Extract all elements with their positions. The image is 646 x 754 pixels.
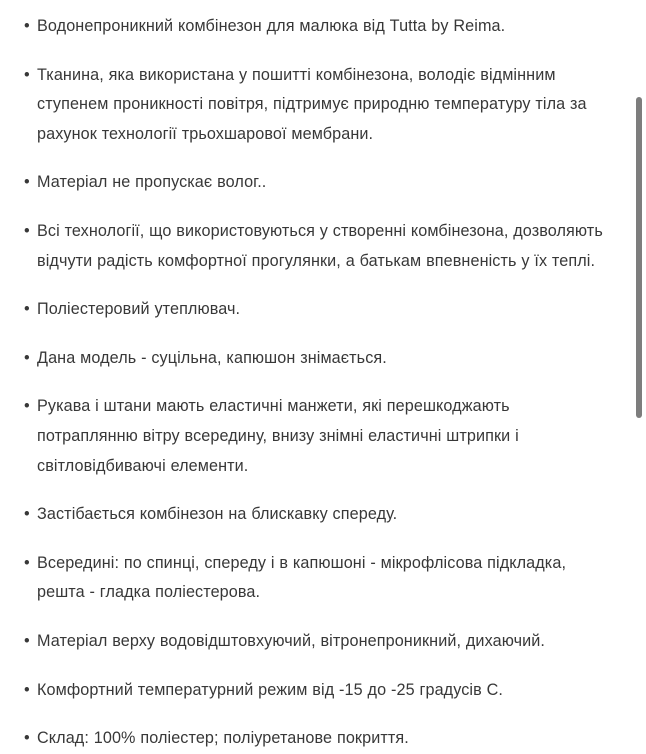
description-item-text: Поліестеровий утеплювач. [37, 300, 241, 319]
bullet-icon: • [24, 348, 30, 367]
description-list-item [24, 217, 612, 276]
bullet-icon: • [24, 505, 30, 524]
description-item-text: Рукава і штани мають еластичні манжети, які перешкоджають потраплянню вітру всередину, внизу знімні еластичні штрипки і світловідбиваючі елементи. [37, 397, 519, 475]
bullet-icon: • [24, 397, 30, 416]
description-list-item [24, 676, 612, 706]
description-list-item [24, 344, 612, 374]
bullet-icon: • [24, 631, 30, 650]
description-item-text: Матеріал верху водовідштовхуючий, вітронепроникний, дихаючий. [37, 631, 545, 650]
bullet-icon: • [24, 729, 30, 748]
description-item-text: Дана модель - суцільна, капюшон знімається. [37, 348, 387, 367]
description-list-item [24, 500, 612, 530]
description-list-item [24, 12, 612, 42]
bullet-icon: • [24, 221, 30, 240]
description-item-text: Всі технології, що використовуються у створенні комбінезона, дозволяють відчути радість комфортної прогулянки, а батькам впевненість у їх теплі. [37, 221, 603, 270]
description-item-text: Склад: 100% поліестер; поліуретанове покриття. [37, 729, 409, 748]
bullet-icon: • [24, 300, 30, 319]
description-list-item [24, 61, 612, 150]
bullet-icon: • [24, 65, 30, 84]
description-item-text: Застібається комбінезон на блискавку спереду. [37, 505, 398, 524]
description-list-item [24, 549, 612, 608]
description-list-item [24, 392, 612, 481]
description-list-item [24, 168, 612, 198]
description-list-item [24, 295, 612, 325]
description-item-text: Тканина, яка використана у пошитті комбінезона, володіє відмінним ступенем проникності повітря, підтримує природню температуру тіла за рахунок технології трьохшарової мембрани. [37, 65, 587, 143]
bullet-icon: • [24, 173, 30, 192]
bullet-icon: • [24, 17, 30, 35]
description-item-text: Водонепроникний комбінезон для малюка від Tutta by Reima. [37, 17, 506, 35]
description-item-text: Всередині: по спинці, спереду і в капюшоні - мікрофлісова підкладка, решта - гладка поліестерова. [37, 553, 567, 602]
description-item-text: Матеріал не пропускає волог.. [37, 173, 267, 192]
description-item-text: Комфортний температурний режим від -15 до -25 градусів С. [37, 680, 504, 699]
bullet-icon: • [24, 680, 30, 699]
scrollbar-thumb[interactable] [636, 97, 642, 418]
description-list-item [24, 627, 612, 657]
description-list-item [24, 724, 612, 754]
vertical-scrollbar[interactable] [632, 0, 646, 699]
bullet-icon: • [24, 553, 30, 572]
